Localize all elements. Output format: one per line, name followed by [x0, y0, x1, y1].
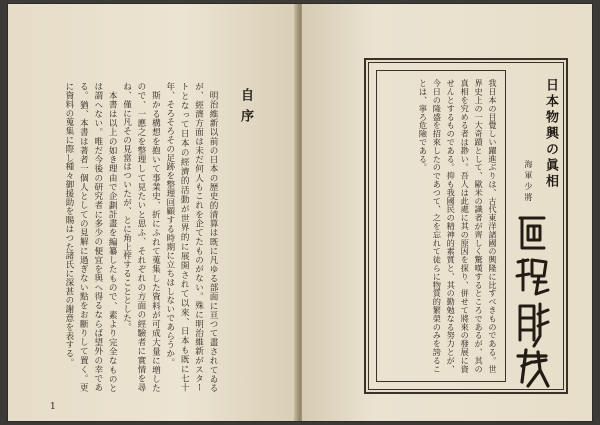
preface-body: [30, 82, 220, 392]
foreword-frame: [364, 58, 568, 394]
foreword-quote: 我日本の目覺しい躍進ぶりは、古代東洋諸國の興隆に比すべきものである。世界史上の一大奇蹟として、歐米の識者が齊しく驚嘆するところであるが、其の真相を究める者は尠い。吾人は此處に其の原因を探り、併せて將來の發展に資せんとするものである。抑も我國民の精神的素質と、其の勤勉なる努力とが、今日の隆盛を招來したのであつて、之を忘れて徒らに物質的繁榮のみを誇ることは、寧ろ危險である。: [418, 79, 498, 373]
preface-paragraph: 斯かる構想を抱いて事業史、折にふれて蒐集した資料が可成大量に増したので、一應之を整理して見たいと思ふ、それぞれの方面の經驗者に實情を尋ね、僅に凡その見當はついたが、とに角上梓することとした。: [121, 82, 161, 392]
right-page: [302, 4, 592, 421]
calligraphy-signature-icon: [512, 210, 552, 390]
left-page: [8, 4, 298, 421]
author-rank: 海軍少將: [524, 160, 533, 204]
preface-paragraph: 本書は以上の如き理由で企劃計畫を編纂したもので、素より完全なものとは謂へない。唯だ今後の研究者に多少の便宜を與へ得るならば望外の幸である。猶、本書は著者一個人としての見解に過ぎない點をお斷りして置く。更に資料の蒐集に際し種々御援助を賜はつた諸氏に深甚の謝意を表する。: [63, 82, 118, 392]
book-spread: [8, 4, 592, 421]
preface-paragraph: 明治維新以前の日本の歴史的清算は既に凡ゆる部面に亘つて畫されてゐるが、經濟方面は未だ何人もこれを企てたものがない。殊に明治維新がスタートとなって日本の經濟的活動が世界的に展開されて以來、日本も既に七十年、そろそろその足跡を整理回顧する時期に立ちはしないであらうか。: [164, 82, 218, 392]
page-number: 1: [50, 402, 56, 412]
quote-box: [376, 70, 506, 382]
preface-heading: 自序: [238, 88, 253, 130]
foreword-title: 日本物興の眞相: [543, 78, 558, 190]
